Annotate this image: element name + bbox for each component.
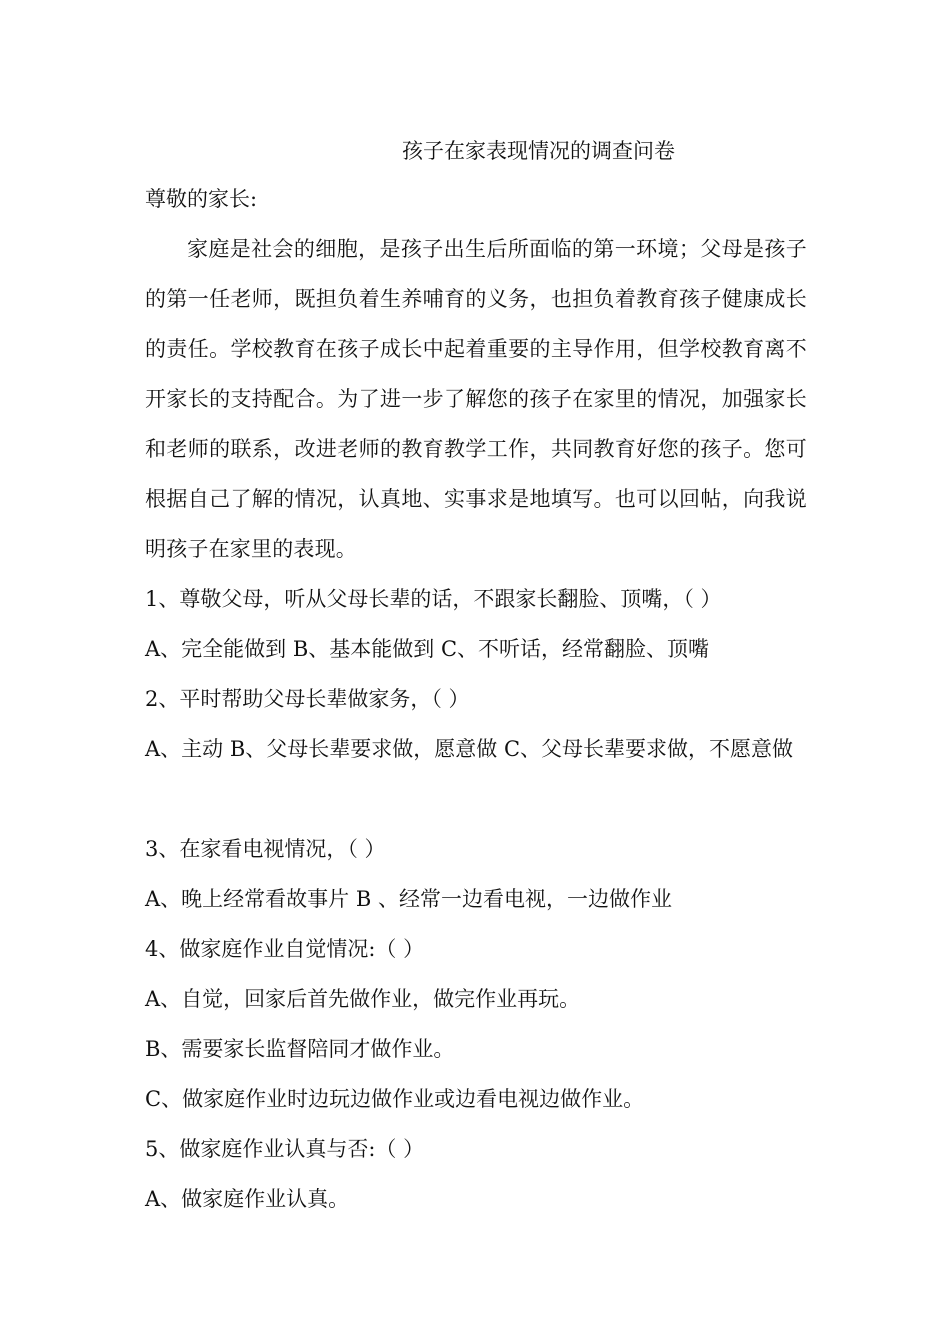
question-2: 2、平时帮助父母长辈做家务，（ ） — [145, 687, 470, 711]
question-1-options: A、完全能做到 B、基本能做到 C、不听话，经常翻脸、顶嘴 — [145, 637, 710, 661]
intro-paragraph: 家庭是社会的细胞，是孩子出生后所面临的第一环境；父母是孩子的第一任老师，既担负着生养哺育的义务，也担负着教育孩子健康成长的责任。学校教育在孩子成长中起着重要的主导作用，但学校教育离不开家长的支持配合。为了进一步了解您的孩子在家里的情况，加强家长和老师的联系，改进老师的教育教学工作，共同教育好您的孩子。您可根据自己了解的情况，认真地、实事求是地填写。也可以回帖，向我说明孩子在家里的表现。 — [145, 237, 807, 561]
question-4-option-c: C、做家庭作业时边玩边做作业或边看电视边做作业。 — [145, 1087, 645, 1111]
question-5-option-a: A、做家庭作业认真。 — [145, 1187, 350, 1211]
question-2-options: A、主动 B、父母长辈要求做，愿意做 C、父母长辈要求做，不愿意做 — [145, 737, 794, 761]
salutation: 尊敬的家长: — [145, 187, 258, 211]
document-title: 孩子在家表现情况的调查问卷 — [402, 139, 675, 163]
question-4-option-a: A、自觉，回家后首先做作业，做完作业再玩。 — [145, 987, 581, 1011]
question-3-options: A、晚上经常看故事片 B 、经常一边看电视，一边做作业 — [145, 887, 672, 911]
question-4: 4、做家庭作业自觉情况:（ ） — [145, 937, 425, 961]
question-5: 5、做家庭作业认真与否:（ ） — [145, 1137, 425, 1161]
question-1: 1、尊敬父母，听从父母长辈的话，不跟家长翻脸、顶嘴，（ ） — [145, 587, 722, 611]
question-3: 3、在家看电视情况，（ ） — [145, 837, 386, 861]
question-4-option-b: B、需要家长监督陪同才做作业。 — [145, 1037, 455, 1061]
